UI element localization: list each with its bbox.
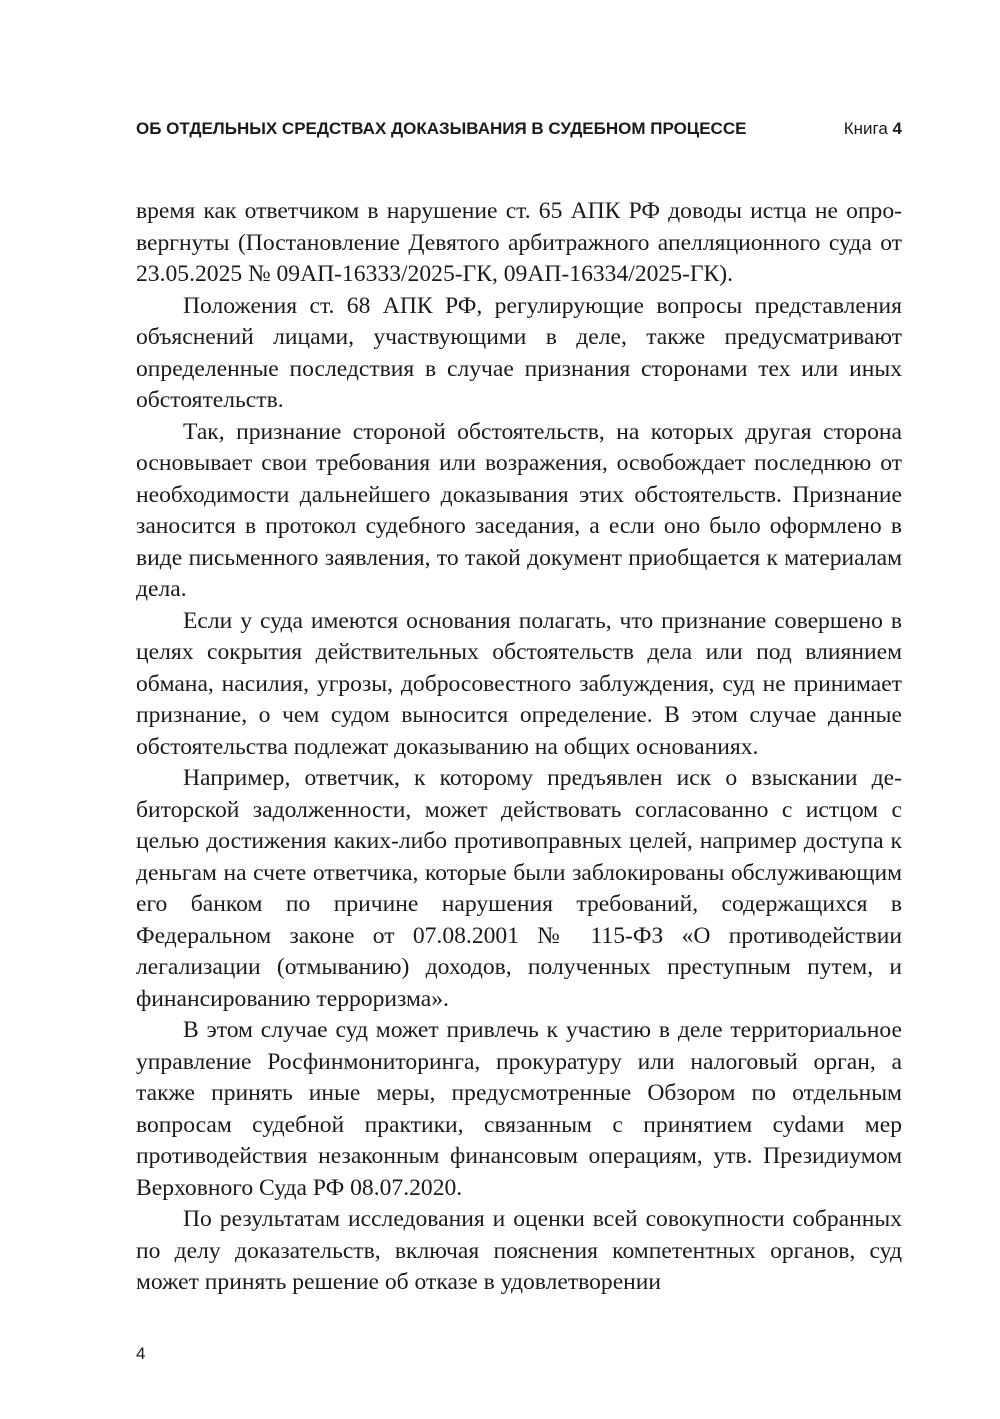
paragraph: Положения ст. 68 АПК РФ, регулирующие вопросы представления объяснений лицами, участвующими в деле, также предусматривают определенные последствия в случае признания сторонами тех или иных обстоятельств.	[136, 292, 902, 413]
chapter-title: ОБ ОТДЕЛЬНЫХ СРЕДСТВАХ ДОКАЗЫВАНИЯ В СУДЕБНОМ ПРОЦЕССЕ	[136, 119, 747, 138]
paragraph: По результатам исследования и оценки всей совокупности собранных по делу доказательств, включая пояснения компетентных органов, суд может принять решение об отказе в удовлетворении	[136, 1206, 902, 1295]
body-text	[136, 196, 902, 1299]
book-label-text: Книга	[843, 119, 888, 138]
book-number: 4	[892, 119, 902, 138]
paragraph: Например, ответчик, к которому предъявлен иск о взыскании дебиторской задолженности, может действовать согласованно с истцом с целью достижения каких-либо противоправных целей, например доступа к деньгам на счете ответчика, которые были заблокированы обслуживающим его банком по причине нарушения требований, содержащихся в Федеральном законе от 07.08.2001 № 115-ФЗ «О противодействии легализации (отмыванию) доходов, полученных преступным путем, и финансированию терроризма».	[136, 765, 902, 1012]
paragraph: Если у суда имеются основания полагать, что признание совершено в целях сокрытия действительных обстоятельств дела или под влиянием обмана, насилия, угрозы, добросовестного заблуждения, суд не принимает признание, о чем судом выносится определение. В этом случае данные обстоятельства подлежат доказыванию на общих основаниях.	[136, 607, 902, 760]
paragraph-continuation: время как ответчиком в нарушение ст. 65 АПК РФ доводы истца не опровергнуты (Постановление Девятого арбитражного апелляционного суда от 23.05.2025 № 09АП-16333/2025-ГК, 09АП-16334/2025-ГК).	[136, 198, 902, 287]
running-header	[136, 116, 902, 142]
book-label	[844, 116, 902, 142]
paragraph: Так, признание стороной обстоятельств, на которых другая сторона основывает свои требования или возражения, освобождает последнюю от необходимости дальнейшего доказывания этих обстоятельств. Признание заносится в протокол судебного заседания, а если оно было оформлено в виде письменного заявления, то такой документ приобщается к материалам дела.	[136, 418, 902, 602]
paragraph: В этом случае суд может привлечь к участию в деле территориальное управление Росфинмониторинга, прокуратуру или налоговый орган, а также принять иные меры, предусмотренные Обзором по отдельным вопросам судебной практики, связанным с принятием суdами мер противодействия незаконным финансовым операциям, утв. Президиумом Верховного Суда РФ 08.07.2020.	[136, 1017, 902, 1201]
page-number: 4	[136, 1344, 146, 1363]
